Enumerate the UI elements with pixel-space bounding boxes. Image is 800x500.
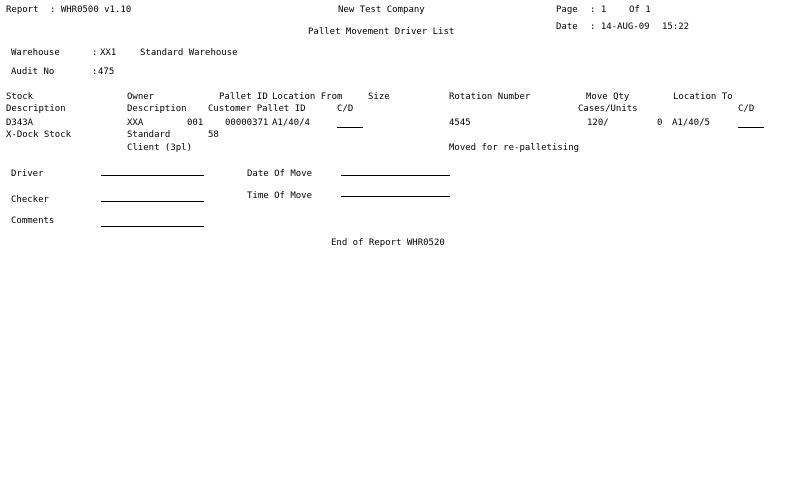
row-location-from: A1/40/4 <box>272 118 310 128</box>
col-size: Size <box>368 92 390 102</box>
col-description: Description <box>6 104 66 114</box>
date-of-move-line <box>341 175 450 176</box>
comments-line <box>101 226 204 227</box>
report-date: : 14-AUG-09 <box>590 22 650 32</box>
row-owner-description-2: Client (3pl) <box>127 143 193 153</box>
checker-signature-line <box>101 201 204 202</box>
row-reason: Moved for re-palletising <box>449 143 580 153</box>
col-rotation-number: Rotation Number <box>449 92 531 102</box>
col-cases-units: Cases/Units <box>578 104 638 114</box>
row-customer-pallet-id: 58 <box>208 130 219 140</box>
col-cd-from: C/D <box>337 104 354 114</box>
row-move-cases: 120/ <box>587 118 609 128</box>
col-pallet-id: Pallet ID <box>219 92 268 102</box>
row-stock: D343A <box>6 118 34 128</box>
company-name: New Test Company <box>338 5 425 15</box>
row-rotation-number: 4545 <box>449 118 471 128</box>
driver-label: Driver <box>11 169 44 179</box>
report-title: Pallet Movement Driver List <box>308 27 455 37</box>
row-owner-code: 001 <box>187 118 204 128</box>
col-location-from: Location From <box>272 92 343 102</box>
col-owner-description: Description <box>127 104 187 114</box>
cd-to-blank <box>738 127 764 128</box>
comments-label: Comments <box>11 216 55 226</box>
row-owner-description: Standard <box>127 130 171 140</box>
col-move-qty: Move Qty <box>586 92 630 102</box>
checker-label: Checker <box>11 195 49 205</box>
report-label: Report <box>6 5 39 15</box>
page-of-total: Of 1 <box>629 5 651 15</box>
end-of-report: End of Report WHR0520 <box>331 238 445 248</box>
col-customer-pallet-id: Customer Pallet ID <box>208 104 306 114</box>
audit-label: Audit No <box>11 67 55 77</box>
row-owner: XXA <box>127 118 144 128</box>
report-time: 15:22 <box>662 22 690 32</box>
row-description: X-Dock Stock <box>6 130 72 140</box>
date-label: Date <box>556 22 578 32</box>
row-pallet-id: 00000371 <box>225 118 269 128</box>
date-of-move-label: Date Of Move <box>247 169 313 179</box>
page-number: : 1 <box>590 5 607 15</box>
time-of-move-label: Time Of Move <box>247 191 313 201</box>
col-stock: Stock <box>6 92 34 102</box>
row-move-units: 0 <box>657 118 663 128</box>
warehouse-colon: : <box>92 48 98 58</box>
warehouse-label: Warehouse <box>11 48 60 58</box>
col-cd-to: C/D <box>738 104 755 114</box>
warehouse-name: Standard Warehouse <box>140 48 238 58</box>
time-of-move-line <box>341 196 450 197</box>
audit-colon: : <box>92 67 98 77</box>
driver-signature-line <box>101 175 204 176</box>
warehouse-code: XX1 <box>100 48 117 58</box>
page-label: Page <box>556 5 578 15</box>
row-location-to: A1/40/5 <box>672 118 710 128</box>
col-location-to: Location To <box>673 92 733 102</box>
cd-from-blank <box>337 127 363 128</box>
report-id: : WHR0500 v1.10 <box>50 5 132 15</box>
audit-number: 475 <box>98 67 115 77</box>
col-owner: Owner <box>127 92 155 102</box>
